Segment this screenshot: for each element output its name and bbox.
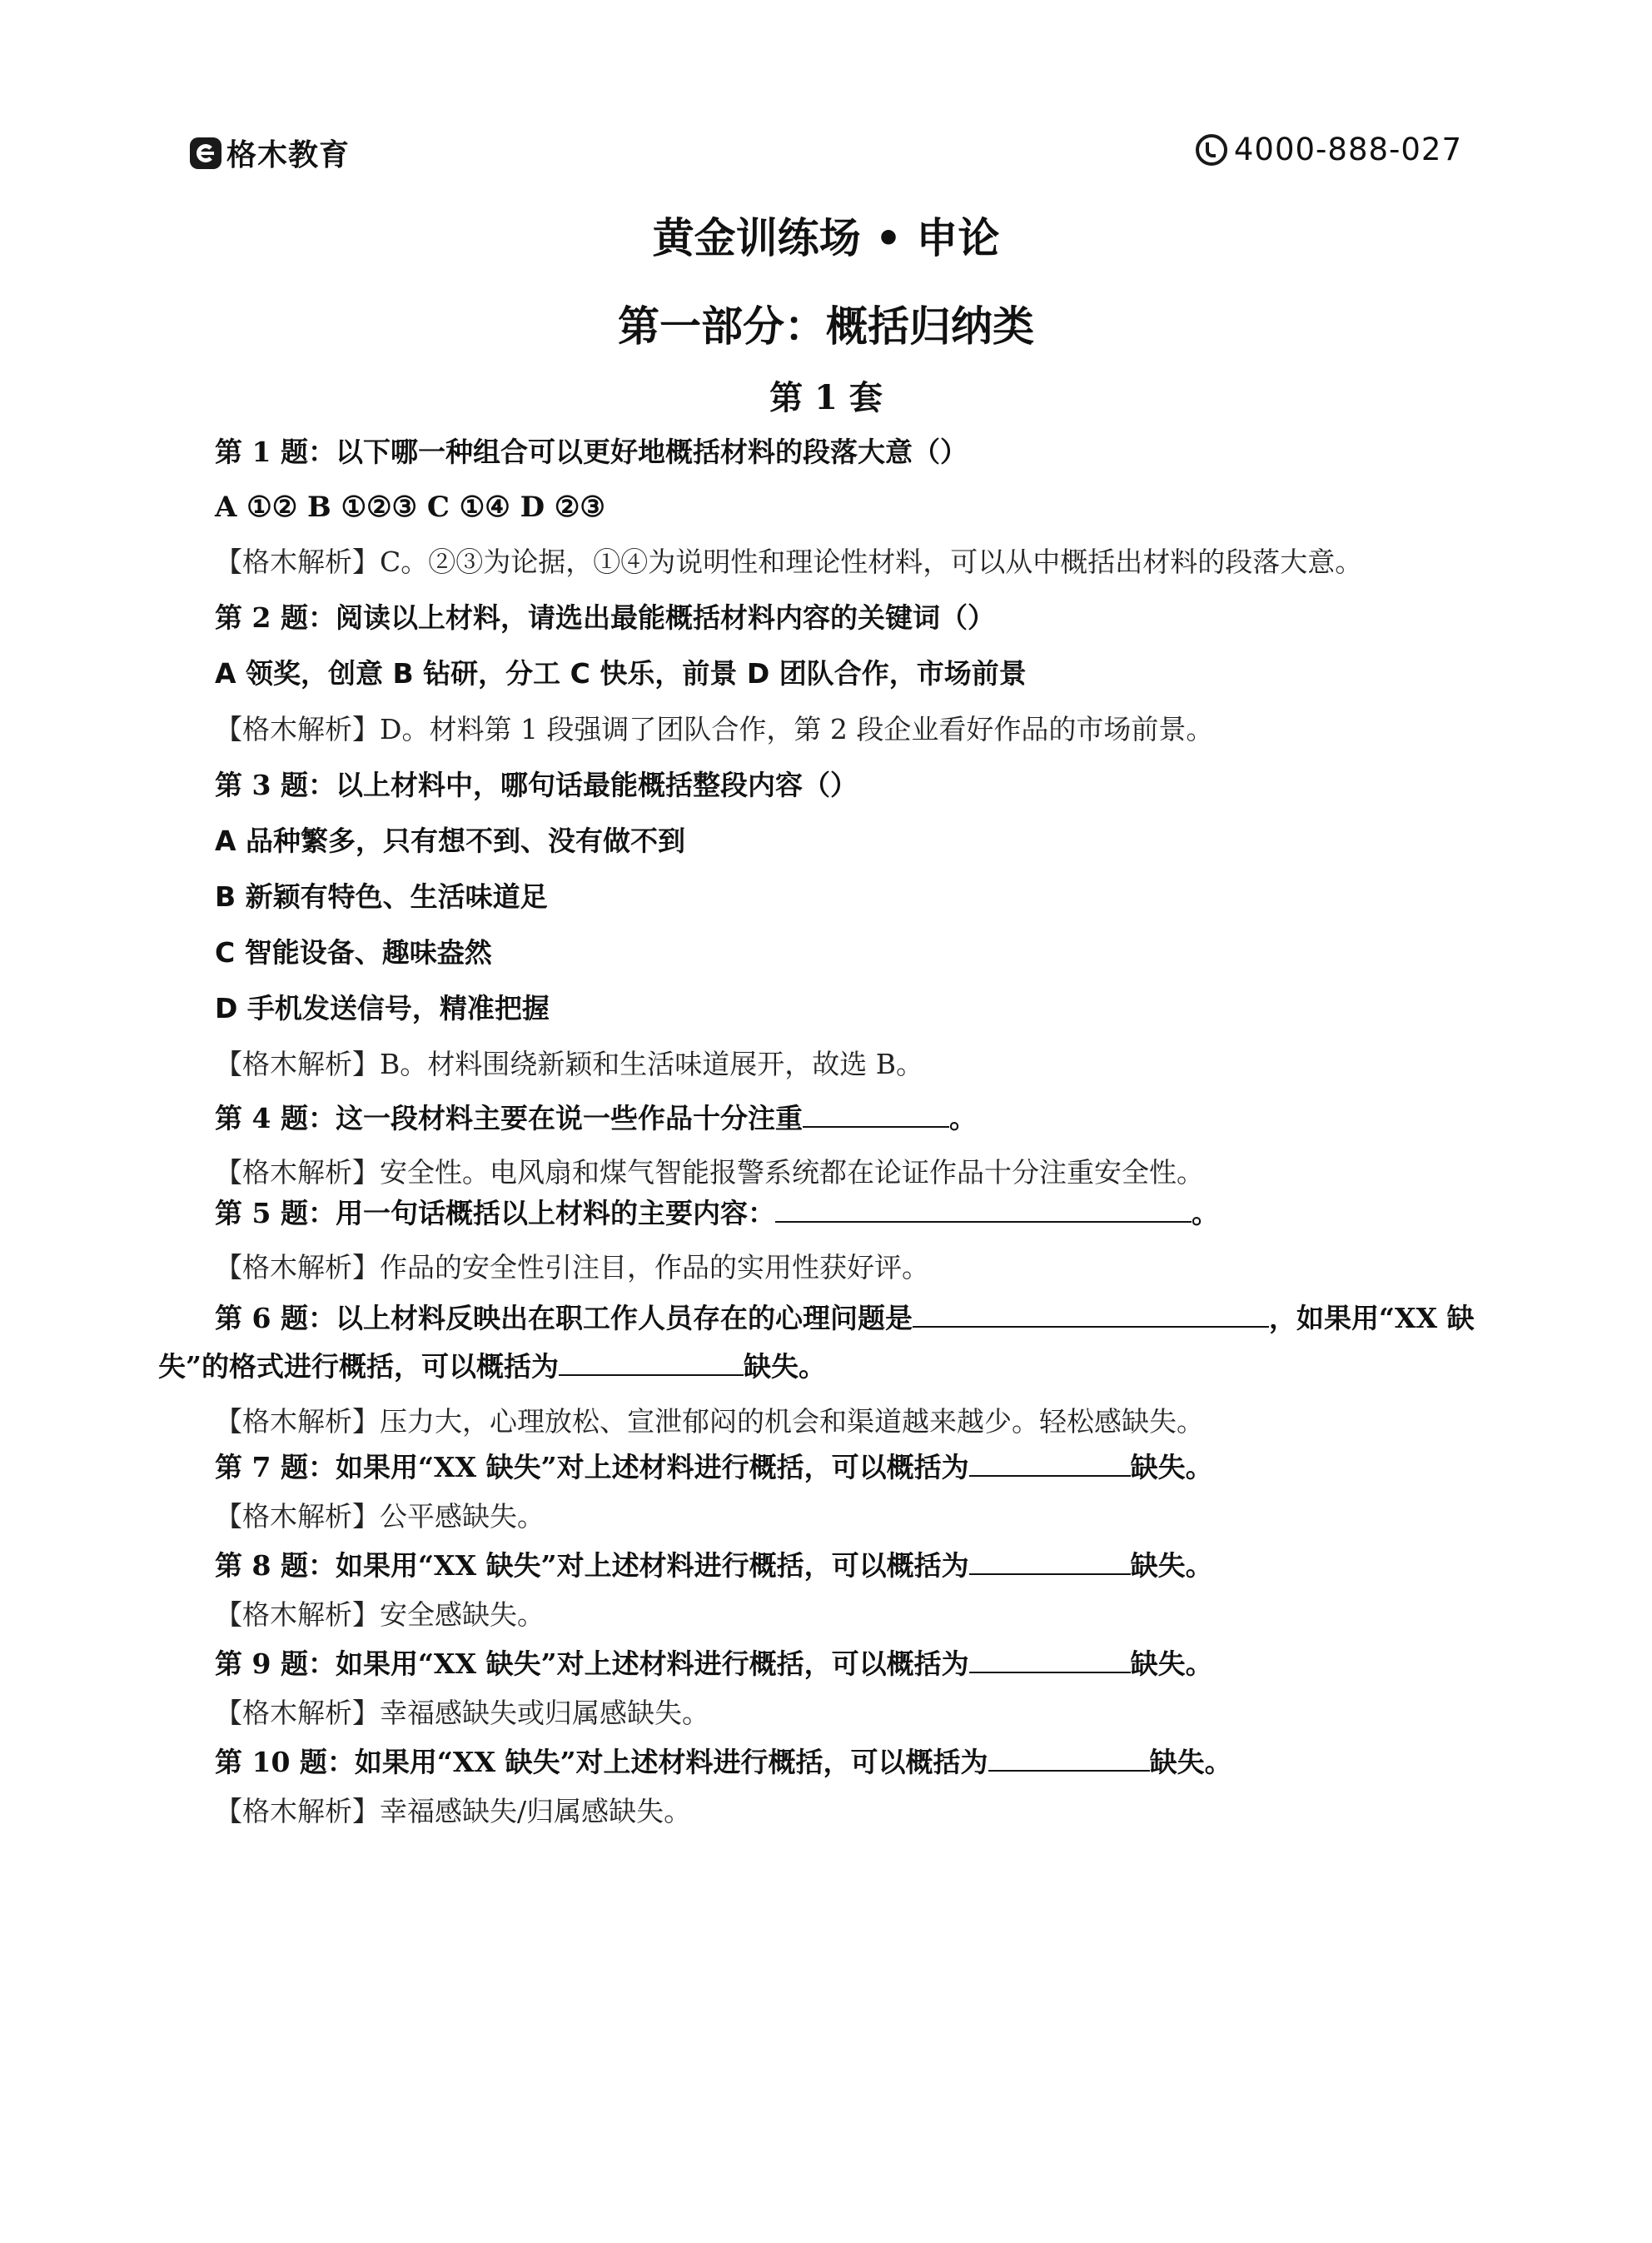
question-10-text: 第 10 题：如果用“XX 缺失”对上述材料进行概括，可以概括为 <box>215 1746 988 1778</box>
brand-name: 格木教育 <box>226 138 351 172</box>
question-8-blank <box>969 1548 1131 1575</box>
answer-2: 【格木解析】D。材料第 1 段强调了团队合作，第 2 段企业看好作品的市场前景。 <box>215 713 1214 745</box>
question-list <box>158 433 1499 1830</box>
phone-number: 4000-888-027 <box>1233 132 1462 167</box>
question-5-end: 。 <box>1191 1197 1219 1229</box>
question-9-blank <box>969 1647 1131 1673</box>
page-header <box>190 132 1462 173</box>
question-7-blank <box>969 1450 1131 1477</box>
answer-5: 【格木解析】作品的安全性引注目，作品的实用性获好评。 <box>215 1251 929 1283</box>
phone-contact <box>1196 132 1462 167</box>
question-10 <box>158 1743 1499 1781</box>
question-8-text: 第 8 题：如果用“XX 缺失”对上述材料进行概括，可以概括为 <box>215 1549 969 1582</box>
question-10-blank <box>988 1745 1150 1772</box>
brand-logo-icon <box>190 137 221 169</box>
question-3-option-d: D 手机发送信号，精准把握 <box>215 992 550 1024</box>
question-3-option-c: C 智能设备、趣味盎然 <box>215 936 492 969</box>
answer-6: 【格木解析】压力大，心理放松、宣泄郁闷的机会和渠道越来越少。轻松感缺失。 <box>215 1405 1204 1438</box>
question-2: 第 2 题：阅读以上材料，请选出最能概括材料内容的关键词（） <box>215 601 995 634</box>
question-5-text: 第 5 题：用一句话概括以上材料的主要内容： <box>215 1197 775 1229</box>
answer-4: 【格木解析】安全性。电风扇和煤气智能报警系统都在论证作品十分注重安全性。 <box>215 1156 1204 1189</box>
question-9-end: 缺失。 <box>1130 1647 1213 1680</box>
answer-1: 【格木解析】C。②③为论据，①④为说明性和理论性材料，可以从中概括出材料的段落大意。 <box>215 546 1363 578</box>
question-4-blank <box>803 1101 949 1128</box>
question-6-blank-1 <box>913 1301 1269 1328</box>
question-10-end: 缺失。 <box>1149 1746 1232 1778</box>
question-1: 第 1 题：以下哪一种组合可以更好地概括材料的段落大意（） <box>215 436 968 468</box>
question-6-blank-2 <box>559 1349 744 1376</box>
question-8-end: 缺失。 <box>1130 1549 1213 1582</box>
question-7-text: 第 7 题：如果用“XX 缺失”对上述材料进行概括，可以概括为 <box>215 1451 969 1483</box>
question-4 <box>158 1099 1499 1137</box>
question-8 <box>158 1547 1499 1584</box>
question-3-option-b: B 新颖有特色、生活味道足 <box>215 880 548 913</box>
question-9 <box>158 1645 1499 1682</box>
question-6-text-2: ，如果用“XX 缺失”的格式进行概括，可以概括为 <box>158 1302 1475 1383</box>
phone-icon <box>1196 134 1227 166</box>
question-7 <box>158 1448 1499 1486</box>
question-5 <box>158 1194 1499 1232</box>
document-title: 黄金训练场 • 申论 <box>652 213 1000 262</box>
question-1-options: A ①② B ①②③ C ①④ D ②③ <box>215 491 605 524</box>
question-6-end: 缺失。 <box>743 1350 826 1383</box>
question-4-end: 。 <box>948 1102 977 1134</box>
question-5-blank <box>775 1196 1192 1223</box>
answer-9: 【格木解析】幸福感缺失或归属感缺失。 <box>215 1697 709 1729</box>
question-6 <box>158 1294 1499 1391</box>
question-6-text: 第 6 题：以上材料反映出在职工作人员存在的心理问题是 <box>215 1302 913 1334</box>
question-4-text: 第 4 题：这一段材料主要在说一些作品十分注重 <box>215 1102 803 1134</box>
answer-3: 【格木解析】B。材料围绕新颖和生活味道展开，故选 B。 <box>215 1048 923 1080</box>
question-2-options: A 领奖，创意 B 钻研，分工 C 快乐，前景 D 团队合作，市场前景 <box>215 657 1027 690</box>
question-9-text: 第 9 题：如果用“XX 缺失”对上述材料进行概括，可以概括为 <box>215 1647 969 1680</box>
answer-8: 【格木解析】安全感缺失。 <box>215 1598 545 1631</box>
question-3: 第 3 题：以上材料中，哪句话最能概括整段内容（） <box>215 769 858 801</box>
answer-10: 【格木解析】幸福感缺失/归属感缺失。 <box>215 1795 692 1827</box>
set-title: 第 1 套 <box>769 378 883 417</box>
question-7-end: 缺失。 <box>1130 1451 1213 1483</box>
question-3-option-a: A 品种繁多，只有想不到、没有做不到 <box>215 825 686 857</box>
answer-7: 【格木解析】公平感缺失。 <box>215 1500 545 1533</box>
section-title: 第一部分：概括归纳类 <box>618 302 1034 351</box>
brand-logo <box>190 132 350 174</box>
